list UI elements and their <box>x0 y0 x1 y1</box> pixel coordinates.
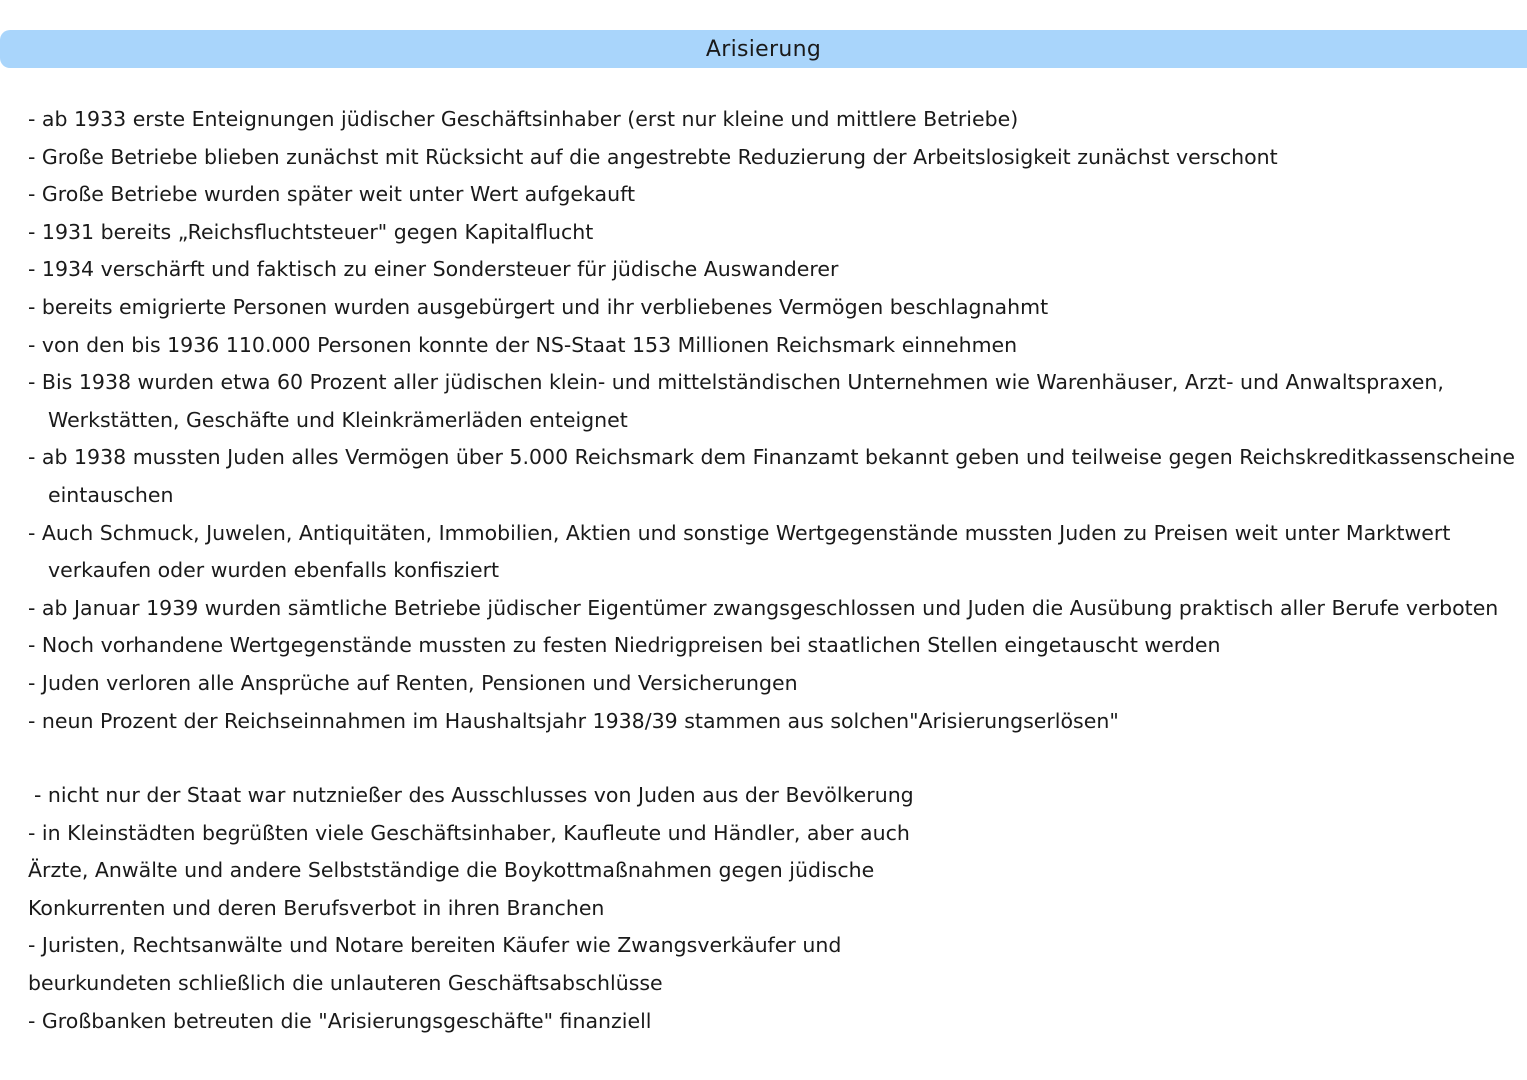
note-line: - in Kleinstädten begrüßten viele Geschäftsinhaber, Kaufleute und Händler, aber auch <box>28 820 910 845</box>
note-line: - Große Betriebe blieben zunächst mit Rücksicht auf die angestrebte Reduzierung der Arbeitslosigkeit zunächst verschont <box>28 144 1278 169</box>
note-item <box>28 703 1488 741</box>
note-line: Ärzte, Anwälte und andere Selbstständige die Boykottmaßnahmen gegen jüdische <box>28 858 875 883</box>
notes-list-main <box>28 101 1515 740</box>
notes-list-secondary <box>28 777 1028 1040</box>
note-item <box>28 327 1488 365</box>
note-item <box>28 101 1488 139</box>
note-item <box>28 289 1488 327</box>
page-title: Arisierung <box>705 36 822 62</box>
note-line: - Juristen, Rechtsanwälte und Notare bereiten Käufer wie Zwangsverkäufer und <box>28 933 842 958</box>
note-item <box>28 214 1488 252</box>
note-item <box>28 176 1488 214</box>
note-line: - Bis 1938 wurden etwa 60 Prozent aller jüdischen klein- und mittelständischen Unternehmen wie Warenhäuser, Arzt- und Anwaltspraxen, <box>28 370 1444 395</box>
note-item <box>28 251 1488 289</box>
note-line: - bereits emigrierte Personen wurden ausgebürgert und ihr verbliebenes Vermögen beschlagnahmt <box>28 294 1049 319</box>
note-line: - ab Januar 1939 wurden sämtliche Betriebe jüdischer Eigentümer zwangsgeschlossen und Juden die Ausübung praktisch aller Berufe verboten <box>28 595 1499 620</box>
note-item <box>28 515 1488 590</box>
note-line: - ab 1933 erste Enteignungen jüdischer Geschäftsinhaber (erst nur kleine und mittlere Betriebe) <box>28 107 1019 131</box>
note-line: - nicht nur der Staat war nutznießer des Ausschlusses von Juden aus der Bevölkerung <box>34 783 914 807</box>
note-line: beurkundeten schließlich die unlauteren Geschäftsabschlüsse <box>28 970 663 995</box>
note-line: - Juden verloren alle Ansprüche auf Renten, Pensionen und Versicherungen <box>28 670 798 695</box>
note-line: - Auch Schmuck, Juwelen, Antiquitäten, Immobilien, Aktien und sonstige Wertgegenstände mussten Juden zu Preisen weit unter Marktwert <box>28 520 1451 545</box>
note-line: - 1931 bereits „Reichsfluchtsteuer" gegen Kapitalflucht <box>28 219 594 244</box>
note-line: - ab 1938 mussten Juden alles Vermögen über 5.000 Reichsmark dem Finanzamt bekannt geben und teilweise gegen Reichskreditkassenscheine <box>28 445 1515 470</box>
note-line-continuation: verkaufen oder wurden ebenfalls konfisziert <box>48 558 500 583</box>
note-line-continuation: Werkstätten, Geschäfte und Kleinkrämerläden enteignet <box>48 407 628 432</box>
note-line: - 1934 verschärft und faktisch zu einer Sondersteuer für jüdische Auswanderer <box>28 257 839 282</box>
note-item <box>28 439 1515 514</box>
note-item <box>28 364 1488 439</box>
note-item <box>28 139 1488 177</box>
note-item <box>28 627 1488 665</box>
title-bar <box>0 30 1527 68</box>
note-line: - Noch vorhandene Wertgegenstände mussten zu festen Niedrigpreisen bei staatlichen Stellen eingetauscht werden <box>28 633 1221 658</box>
note-line: Konkurrenten und deren Berufsverbot in ihren Branchen <box>28 895 605 920</box>
note-item <box>28 590 1499 628</box>
note-line: - von den bis 1936 110.000 Personen konnte der NS-Staat 153 Millionen Reichsmark einnehmen <box>28 332 1018 357</box>
note-item <box>28 665 1488 703</box>
note-line: - Großbanken betreuten die "Arisierungsgeschäfte" finanziell <box>28 1008 652 1033</box>
note-line: - neun Prozent der Reichseinnahmen im Haushaltsjahr 1938/39 stammen aus solchen"Arisierungserlösen" <box>28 708 1119 733</box>
note-line: - Große Betriebe wurden später weit unter Wert aufgekauft <box>28 182 635 207</box>
note-line-continuation: eintauschen <box>48 482 174 507</box>
